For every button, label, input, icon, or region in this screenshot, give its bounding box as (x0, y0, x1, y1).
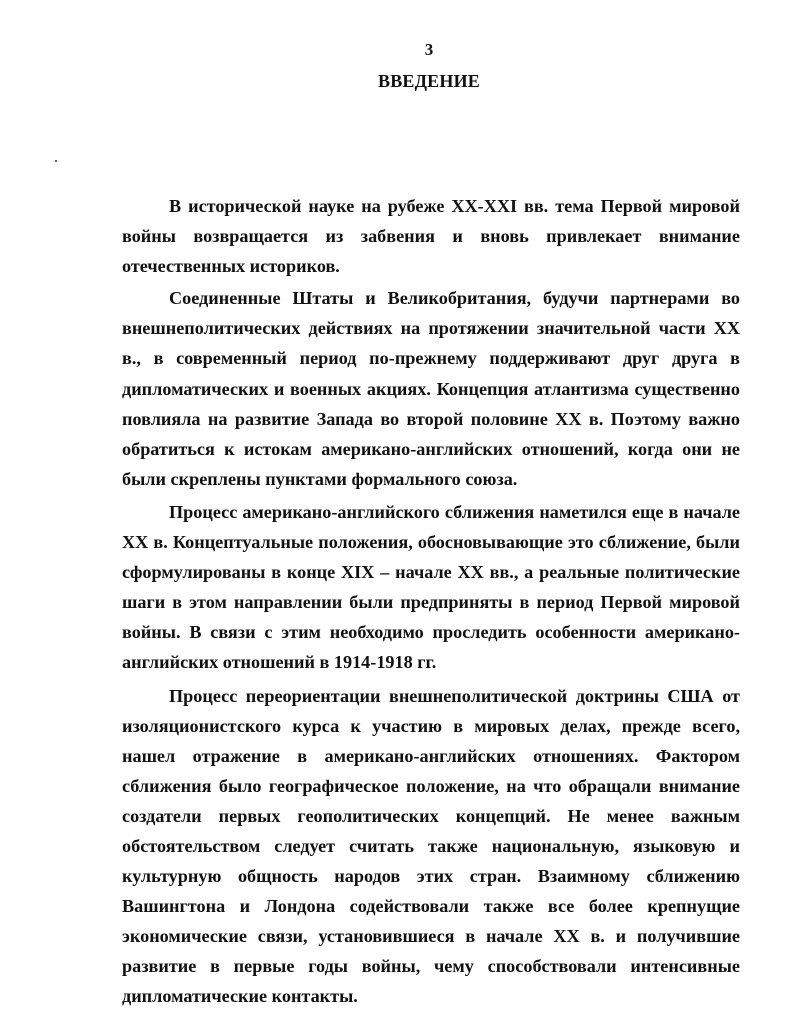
body-text (122, 191, 740, 1014)
paragraph-4: Процесс переориентации внешнеполитической доктрины США от изоляционистского курса к участию в мировых делах, прежде всего, нашел отражение в американо-английских отношениях. Фактором сближения было географическое положение, на что обращали внимание создатели первых геополитических концепций. Не менее важным обстоятельством следует считать также национальную, языковую и культурную общность народов этих стран. Взаимному сближению Вашингтона и Лондона содействовали также все более крепнущие экономические связи, установившиеся в начале XX в. и получившие развитие в первые годы войны, чему способствовали интенсивные дипломатические контакты. (122, 685, 740, 1007)
page-number: 3 (424, 40, 434, 59)
paragraph-3: Процесс американо-английского сближения наметился еще в начале XX в. Концептуальные положения, обосновывающие это сближение, были сформулированы в конце XIX – начале XX вв., а реальные политические шаги в этом направлении были предприняты в период Первой мировой войны. В связи с этим необходимо проследить особенности американо-английских отношений в 1914-1918 гг. (122, 501, 740, 673)
paragraph-2: Соединенные Штаты и Великобритания, будучи партнерами во внешнеполитических действиях на протяжении значительной части XX в., в современный период по-прежнему поддерживают друг друга в дипломатических и военных акциях. Концепция атлантизма существенно повлияла на развитие Запада во второй половине XX в. Поэтому важно обратиться к истокам американо-английских отношений, когда они не были скреплены пунктами формального союза. (122, 288, 740, 489)
page-title: ВВЕДЕНИЕ (377, 71, 480, 91)
scan-speck (55, 160, 57, 162)
paragraph-1: В исторической науке на рубеже XX-XXI вв. тема Первой мировой войны возвращается из забвения и вновь привлекает внимание отечественных историков. (122, 196, 740, 277)
